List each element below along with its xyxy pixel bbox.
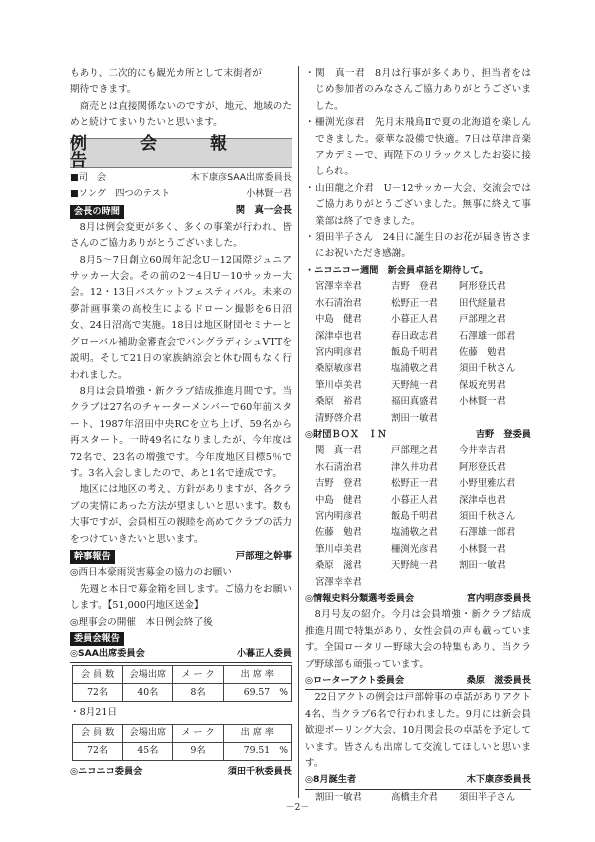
duty-person: 小林賢一君 [246, 188, 292, 200]
member-name: 阿形登氏君 [459, 281, 506, 293]
table-cell: 45名 [123, 742, 173, 760]
member-name: 須田千秋さん [459, 363, 516, 375]
member-name: 塩浦敬之君 [391, 363, 438, 375]
member-name: 水石清治君 [315, 297, 362, 309]
name-list [305, 279, 531, 427]
member-name [459, 575, 529, 591]
table-header: 会 員 数 [73, 724, 123, 742]
niko-message: ・ 柵渕光彦君 先月末飛鳥Ⅱで夏の北海道を楽しんできました。豪華な設備で快適。7日は草津音楽アカデミーで、両陛下のリラックスしたお姿に接しられ。 [305, 117, 531, 178]
member-name: 保坂充男君 [459, 379, 506, 391]
section-tag: 会長の時間 [70, 205, 124, 219]
duty-person: 木下康彦SAA出席委員長 [190, 171, 292, 183]
member-name: 戸部理之君 [459, 314, 506, 326]
member-name: 深津卓也君 [459, 494, 506, 506]
member-name: 戸部理之君 [391, 445, 438, 457]
table-cell [223, 684, 291, 702]
rate-value: 69.57 [243, 686, 271, 698]
member-name: 筆川卓美君 [315, 379, 362, 391]
intro-line: もあり、二次的にも観光カ所として末街者が [70, 68, 262, 79]
member-name [459, 411, 529, 427]
section-tag: 委員会報告 [70, 632, 124, 646]
member-name: 宮澤幸幸君 [315, 281, 362, 293]
niko-header [70, 764, 292, 780]
box-header: ◎財団ＢＯＸ ＩＮ 吉野 登委員 [305, 428, 531, 440]
member-name: 中島 健君 [315, 494, 362, 506]
member-name: 桑原 滋君 [315, 560, 362, 572]
member-name: 清野啓介君 [315, 412, 362, 424]
president-header [70, 203, 292, 219]
table-cell: 72名 [73, 742, 123, 760]
member-name: 小林賢一君 [459, 543, 506, 555]
saa-header [70, 646, 292, 663]
attendance-date: ・8月21日 [70, 707, 118, 719]
niko-message: ・ 山田龍之介君 U－12サッカー大会、交流会ではご協力ありがとうございました。無事に終えて事業部は終了できました。 [305, 182, 531, 227]
table-cell: 8名 [173, 684, 223, 702]
member-name: 福田真盛君 [391, 396, 438, 408]
niko-message: ・ 関 真一君 8月は行事が多くあり、担当者をはじめ参加者のみなさんご協力ありがとうございました。 [305, 68, 531, 112]
duty-role: ■司 会 [70, 171, 107, 183]
president-paragraph: 8月は例会変更が多く、多くの事業が行われ、皆さんのご協力ありがとうございました。 [70, 221, 292, 250]
member-name: 石澤雄一郎君 [459, 330, 516, 342]
member-name: 柵渕光彦君 [391, 543, 438, 555]
member-name: 宮内明彦君 [315, 510, 362, 522]
committee-title: ◎SAA出席委員会 [70, 648, 145, 659]
niko-message: ・ 須田半子さん 24日に誕生日のお花が届き皆さまにお祝いただき感謝。 [305, 232, 531, 260]
member-name: 天野純一君 [391, 379, 438, 391]
member-name: 松野正一君 [391, 478, 438, 490]
member-name: 宮澤幸幸君 [315, 576, 362, 588]
member-name: 割田一敏君 [315, 791, 362, 803]
table-header: 会場出席 [123, 666, 173, 684]
member-name: 小暮正人君 [391, 494, 438, 506]
committee-person: 小暮正人委員 [236, 648, 292, 659]
info-paragraph: 8月号友の紹介。今月は会員増強・新クラブ結成推進月間で特集があり、女性会員の声も載っています。全国ロータリー野球大会の特集もあり、当クラブ野球部も頑張っています。 [305, 609, 531, 670]
rotaract-header: ◎ローターアクト委員会 桑原 滋委員長 [305, 673, 531, 690]
committee-header [70, 632, 292, 646]
member-name: 天野純一君 [391, 560, 438, 572]
page-number: －2－ [285, 803, 310, 813]
member-name: 田代経量君 [459, 297, 506, 309]
member-name: 今井幸吉君 [459, 445, 506, 457]
member-name: 津久井功君 [391, 461, 438, 473]
member-name: 水石清治君 [315, 461, 362, 473]
duty-row [70, 170, 292, 186]
secretary-item: ◎理事会の開催 本日例会終了後 [70, 616, 213, 628]
member-name: 石澤雄一郎君 [459, 527, 516, 539]
rate-value: 79.51 [243, 745, 271, 757]
section-tag: 幹事報告 [70, 550, 115, 564]
table-header: 出 席 率 [223, 724, 291, 742]
column-divider [298, 66, 299, 798]
president-paragraph: 8月5～7日創立60周年記念U－12国際ジュニアサッカー大会。その前の2～4日U－10サッカー大会。12・13日バスケットフェスティバル。未来の夢計画事業の高校生によるドローン撮影を6日沼女、24日沼高で実施。18日は地区財団セミナーとグローバル補助金審査会でバングラディシュVTTを説明。そして21日の家族納涼会と休む間もなく行われました。 [70, 254, 292, 381]
member-name: 深津卓也君 [315, 330, 362, 342]
member-name: 吉野 登君 [315, 478, 362, 490]
member-name: 小野里雅広君 [459, 478, 516, 490]
attendance-table [72, 665, 292, 702]
table-header: メ ー ク [173, 666, 223, 684]
duty-row [70, 186, 292, 202]
duty-role: ■ソング 四つのテスト [70, 188, 171, 200]
intro-line: 期待できます。 [70, 84, 137, 96]
section-person: 関 真一会長 [235, 205, 292, 217]
member-name: 小林賢一君 [459, 396, 506, 408]
member-name: 松野正一君 [391, 297, 438, 309]
member-name: 阿形登氏君 [459, 461, 506, 473]
rate-unit: % [279, 686, 288, 698]
member-name: 関 真一君 [315, 445, 362, 457]
member-name: 宮内明彦君 [315, 346, 362, 358]
table-cell: 72名 [73, 684, 123, 702]
rotaract-paragraph: 22日アクトの例会は戸部幹事の卓話がありアクト4名、当クラブ6名で行われました。9月には新会員歓迎ボーリング大会、10月関会長の卓話を予定しています。皆さんも出席して交流してほしいと思います。 [305, 692, 531, 770]
table-header: 会場出席 [123, 724, 173, 742]
secretary-item: 先週と本日で募金箱を回します。ご協力をお願いします。【51,000円地区送金】 [70, 583, 292, 612]
meeting-report-title: 例 会 報 告 [70, 138, 292, 168]
intro-paragraph: 商売とは直接関係ないのですが、地元、地域のためと続けてまいりたいと思います。 [70, 100, 292, 129]
niko-week-header: ・ニコニコー週間 新会員卓話を期待して。 [305, 264, 489, 276]
committee-title: ◎ニコニコ委員会 [70, 765, 143, 777]
member-name: 中島 健君 [315, 314, 362, 326]
member-name: 小暮正人君 [391, 314, 438, 326]
member-name: 須田千秋さん [459, 510, 516, 522]
table-header: メ ー ク [173, 724, 223, 742]
rate-unit: % [279, 745, 288, 757]
member-name: 春日政志君 [391, 330, 438, 342]
left-column [70, 66, 292, 780]
member-name [391, 575, 459, 591]
name-list [305, 443, 531, 591]
member-name: 桑原 裕君 [315, 396, 362, 408]
table-cell: 40名 [123, 684, 173, 702]
attendance-table [72, 724, 292, 761]
section-person: 戸部理之幹事 [235, 550, 292, 562]
table-cell [223, 742, 291, 760]
table-header: 会 員 数 [73, 666, 123, 684]
right-column [305, 66, 531, 806]
member-name: 桑原敏彦君 [315, 363, 362, 375]
committee-person: 須田千秋委員長 [227, 765, 292, 777]
member-name: 須田半子さん [459, 791, 516, 803]
member-name: 筆川卓美君 [315, 543, 362, 555]
table-cell: 9名 [173, 742, 223, 760]
member-name: 割田一敏君 [391, 412, 438, 424]
member-name: 高橋圭介君 [391, 791, 438, 803]
president-paragraph: 地区には地区の考え、方針がありますが、各クラブの実情にあった方法が望ましいと思います。数も大事ですが、会員相互の親睦を高めてクラブの活力をつけていきたいと思います。 [70, 484, 292, 545]
secretary-item: ◎西日本豪雨災害募金の協力のお願い [70, 567, 232, 579]
info-header: ◎情報史料分類選考委員会 宮内明彦委員長 [305, 593, 531, 604]
member-name: 飯島千明君 [391, 510, 438, 522]
member-name: 飯島千明君 [391, 346, 438, 358]
member-name: 佐藤 勉君 [315, 527, 362, 539]
member-name: 割田一敏君 [459, 560, 506, 572]
member-name: 吉野 登君 [391, 281, 438, 293]
member-name: 佐藤 勉君 [459, 346, 506, 358]
birthday-header: ◎8月誕生者 木下康彦委員長 [305, 772, 531, 789]
table-header: 出 席 率 [223, 666, 291, 684]
member-name: 塩浦敬之君 [391, 527, 438, 539]
secretary-header [70, 549, 292, 565]
president-paragraph: 8月は会員増強・新クラブ結成推進月間です。当クラブは27名のチャーターメンバーで60年前スタート、1987年沼田中央RCを立ち上げ、59名から再スタート。一時49名になりましたが、今年度は72名で、23名の増強です。今年度地区目標5％です。3名入会しましたので、あと1名で達成です。 [70, 385, 292, 479]
